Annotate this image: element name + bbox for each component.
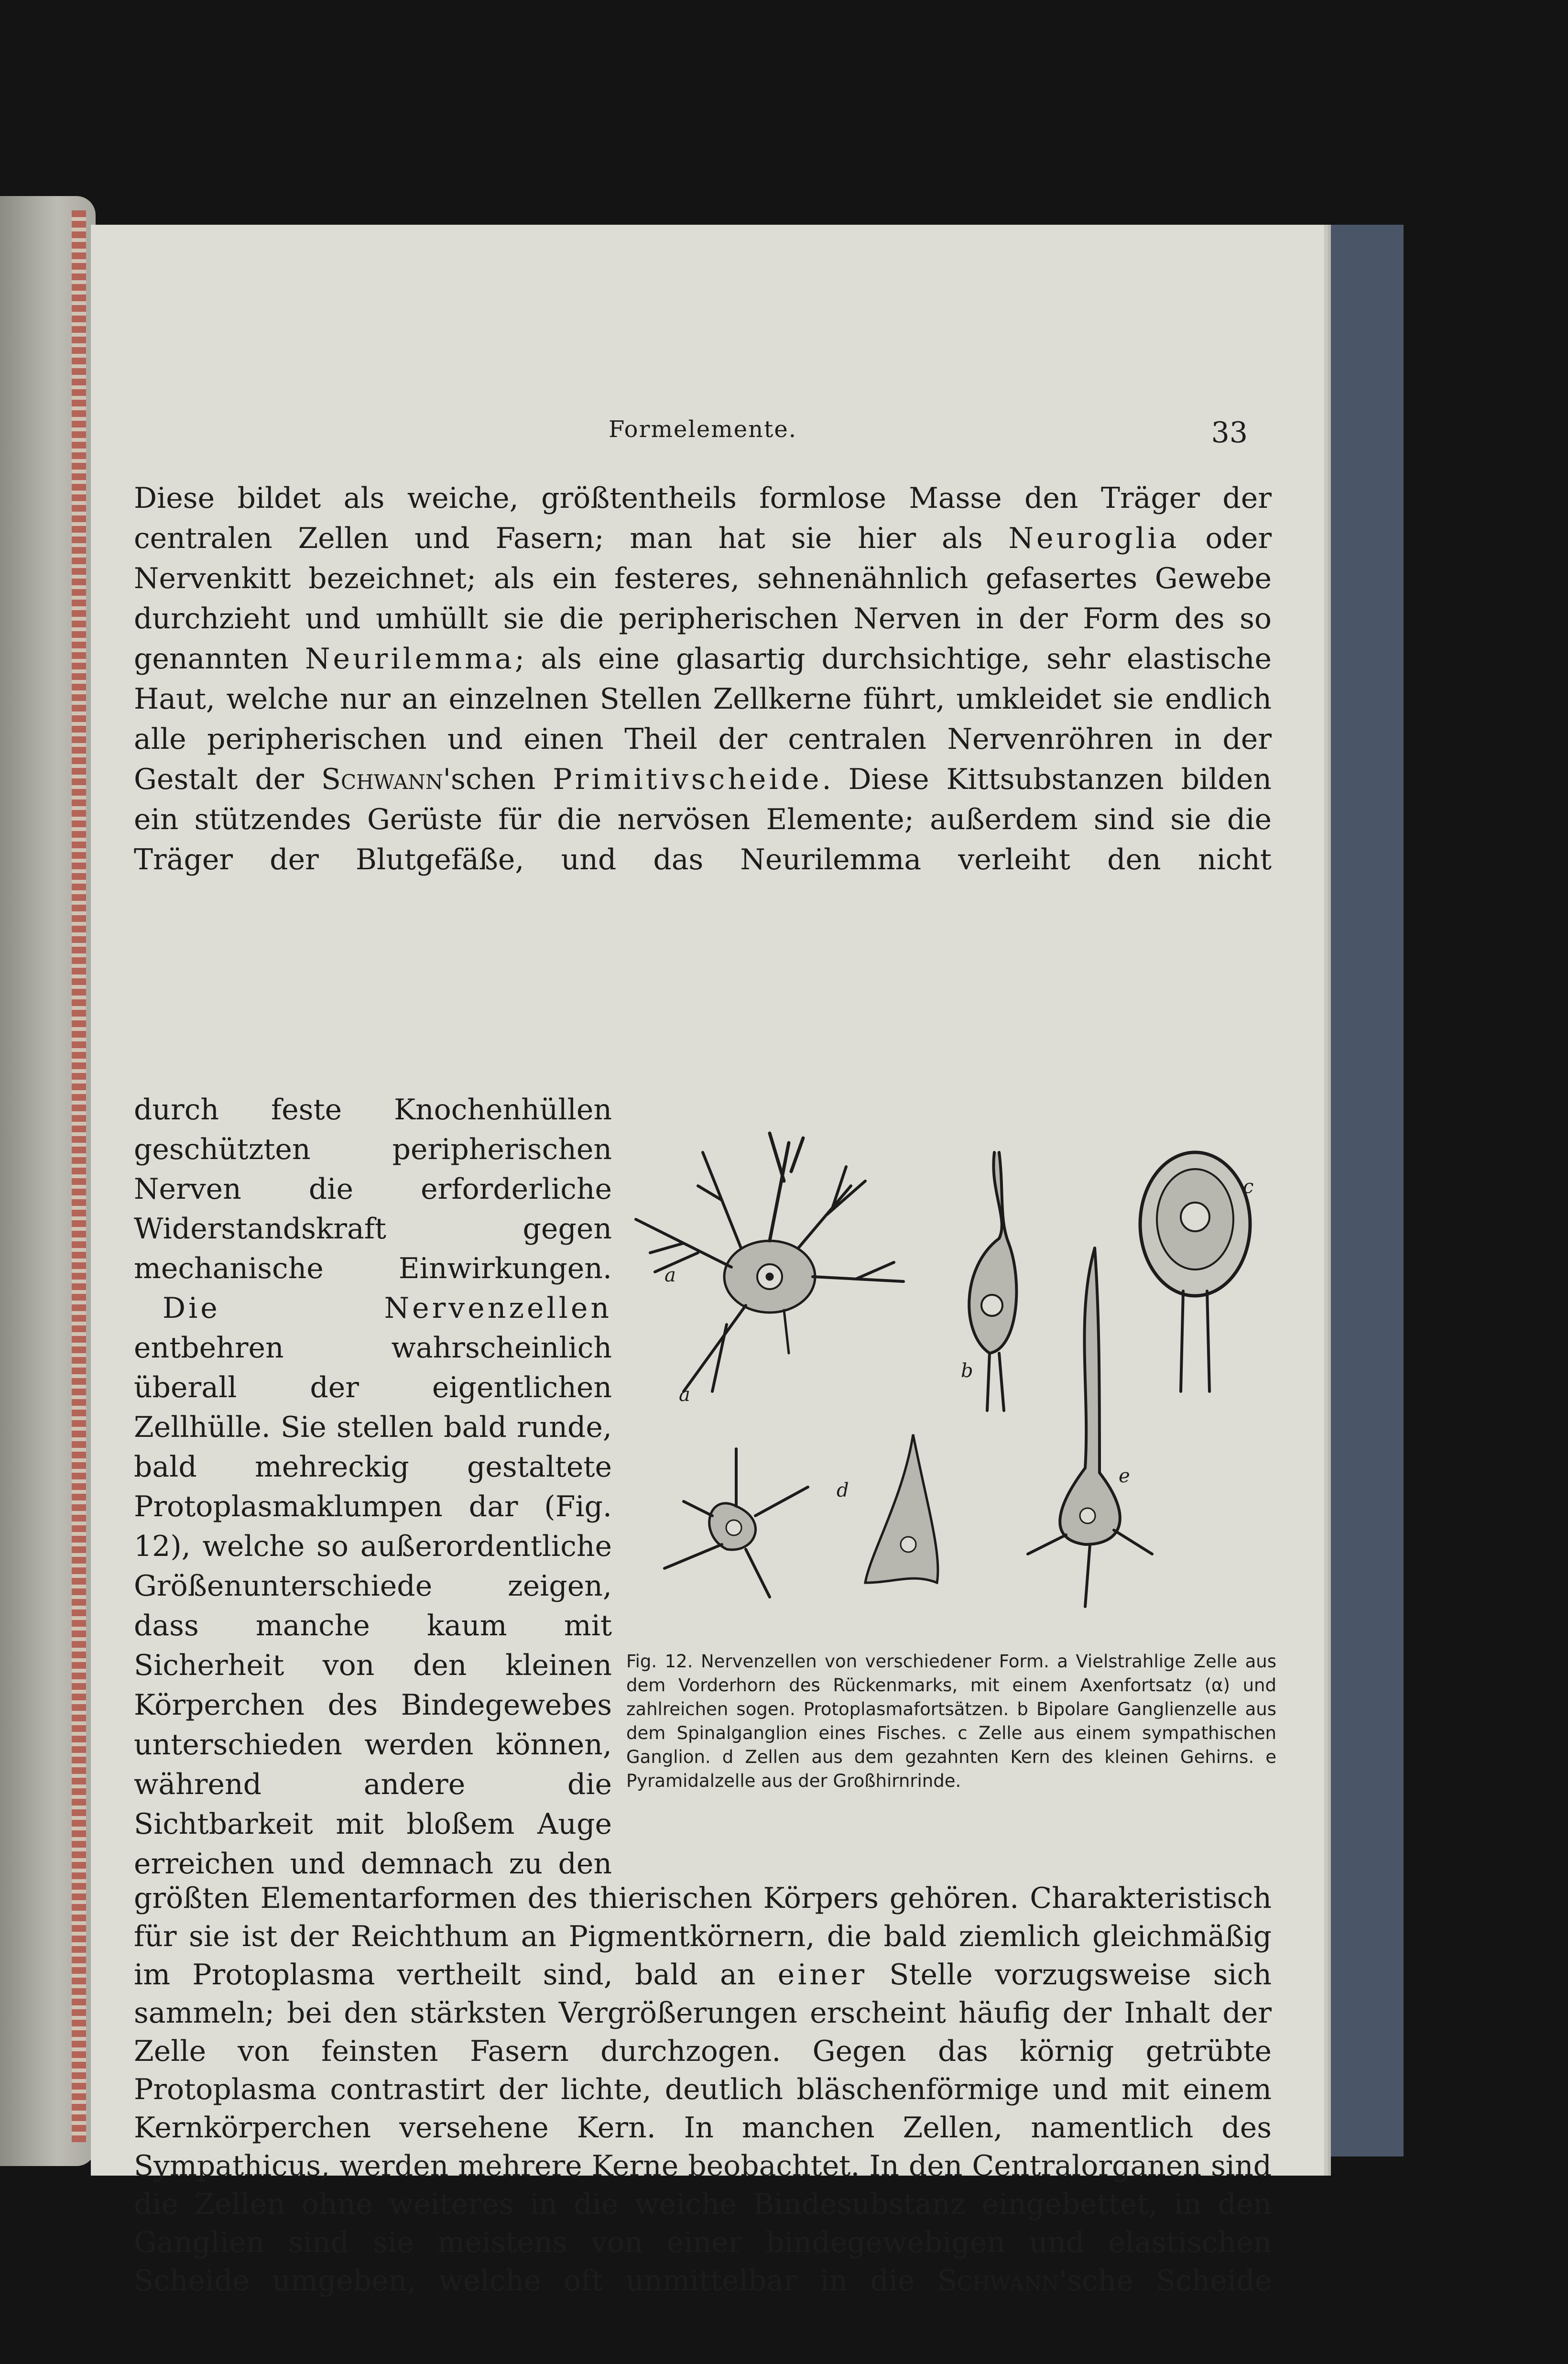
cell-e-pyramidal	[1028, 1248, 1152, 1607]
paragraph-pigment	[134, 1879, 1272, 2298]
book-page	[91, 225, 1324, 2298]
paragraph-text: 'schen	[443, 763, 536, 796]
running-head	[91, 416, 1324, 459]
figure-label-e: e	[1119, 1465, 1130, 1487]
paragraph-text: oder Nervenkitt bezeichnet; als ein festeres, sehnenähnlich gefasertes Gewebe durchzieht und umhüllt sie die peripherischen Nerven in der Form des so genannten	[134, 522, 1272, 676]
page-number: 33	[1211, 416, 1248, 449]
page-edge-marbling	[72, 210, 86, 2142]
caption-title: Nervenzellen von verschiedener Form.	[700, 1651, 1049, 1672]
name-schwann: Schwann	[321, 763, 443, 796]
figure-label-d: d	[837, 1479, 849, 1501]
figure-label-a: a	[664, 1264, 676, 1286]
paragraph-text: größten Elementarformen des thierischen Körpers gehören. Charakteristisch für sie ist der Reichthum an Pigmentkörnern, die bald ziemlich gleichmäßig im Protoplasma vertheilt sind, bald an	[134, 1882, 1272, 1992]
cell-a-multipolar	[636, 1133, 904, 1391]
term-neurilemma: Neurilemma	[305, 642, 515, 676]
cell-d-cerebellar-1	[664, 1449, 808, 1597]
figure-caption	[626, 1650, 1276, 1793]
figure-label-alpha: a	[679, 1384, 690, 1406]
paragraph-text: 'sche Scheide	[1059, 2264, 1272, 2298]
name-schwann: Schwann	[937, 2264, 1059, 2298]
caption-body: a Vielstrahlige Zelle aus dem Vorderhorn des Rückenmarks, mit einem Axenfortsatz (α) und zahlreichen sogen. Protoplasmafortsätzen. b Bipolare Ganglienzelle aus dem Spinalganglion eines Fisches. c Zelle aus einem sympathischen Ganglion. d Zellen aus dem gezahnten Kern des kleinen Gehirns. e Pyramidalzelle aus der Großhirnrinde.	[626, 1651, 1276, 1791]
term-nervenzellen: Die Nervenzellen	[163, 1291, 612, 1325]
figure-label-c: c	[1243, 1176, 1254, 1198]
term-primitivscheide: Primitivscheide	[553, 763, 822, 796]
nerve-cells-illustration	[626, 1124, 1286, 1650]
figure-nerve-cells	[626, 1124, 1286, 1650]
paragraph-text: entbehren wahrscheinlich überall der eigentlichen Zellhülle. Sie stellen bald runde, bald mehreckig gestaltete Protoplasmaklumpen dar (Fig. 12), welche so außerordentliche Größenunterschiede zeigen, dass manche kaum mit Sicherheit von den kleinen Körperchen des Bindegewebes unterschieden werden können, während andere die Sichtbarkeit mit bloßem Auge erreichen und demnach zu den	[134, 1331, 612, 1881]
paragraph-text: durch feste Knochenhüllen geschützten peripherischen Nerven die erforderliche Widerstandskraft gegen mechanische Einwirkungen.	[134, 1093, 612, 1285]
term-einer: einer	[777, 1958, 868, 1992]
cell-c-sympathetic	[1140, 1152, 1250, 1391]
term-neuroglia: Neuroglia	[1008, 522, 1180, 555]
paragraph-text: . Diese Kittsubstanzen bilden ein stützendes Gerüste für die nervösen Elemente; außerdem sind sie die Träger der Blutgefäße, und das Neurilemma verleiht den nicht	[134, 763, 1272, 876]
cell-d-cerebellar-2	[865, 1434, 938, 1583]
cell-b-bipolar	[969, 1152, 1016, 1411]
paragraph-neuroglia	[134, 478, 1272, 1100]
paragraph-text: Stelle vorzugsweise sich sammeln; bei den stärksten Vergrößerungen erscheint häufig der Inhalt der Zelle von feinsten Fasern durchzogen. Gegen das körnig getrübte Protoplasma contrastirt der lichte, deutlich bläschenförmige und mit einem Kernkörperchen versehene Kern. In manchen Zellen, namentlich des Sympathicus, werden mehrere Kerne beobachtet. In den Centralorganen sind die Zellen ohne weiteres in die weiche Bindesubstanz eingebettet, in den Ganglien sind sie meistens von einer bindegewebigen und elastischen Scheide umgeben, welche oft unmittelbar in die	[134, 1958, 1272, 2298]
paragraph-text: Diese bildet als weiche, größtentheils formlose Masse den Träger der centralen Zellen und Fasern; man hat sie hier als	[134, 482, 1272, 555]
running-head-title: Formelemente.	[609, 416, 797, 443]
paragraph-text: ; als eine glasartig durchsichtige, sehr elastische Haut, welche nur an einzelnen Stellen Zellkerne führt, umkleidet sie endlich alle peripherischen und einen Theil der centralen Nervenröhren in der Gestalt der	[134, 642, 1272, 796]
figure-label-b: b	[961, 1360, 973, 1382]
caption-number: Fig. 12.	[626, 1651, 693, 1672]
